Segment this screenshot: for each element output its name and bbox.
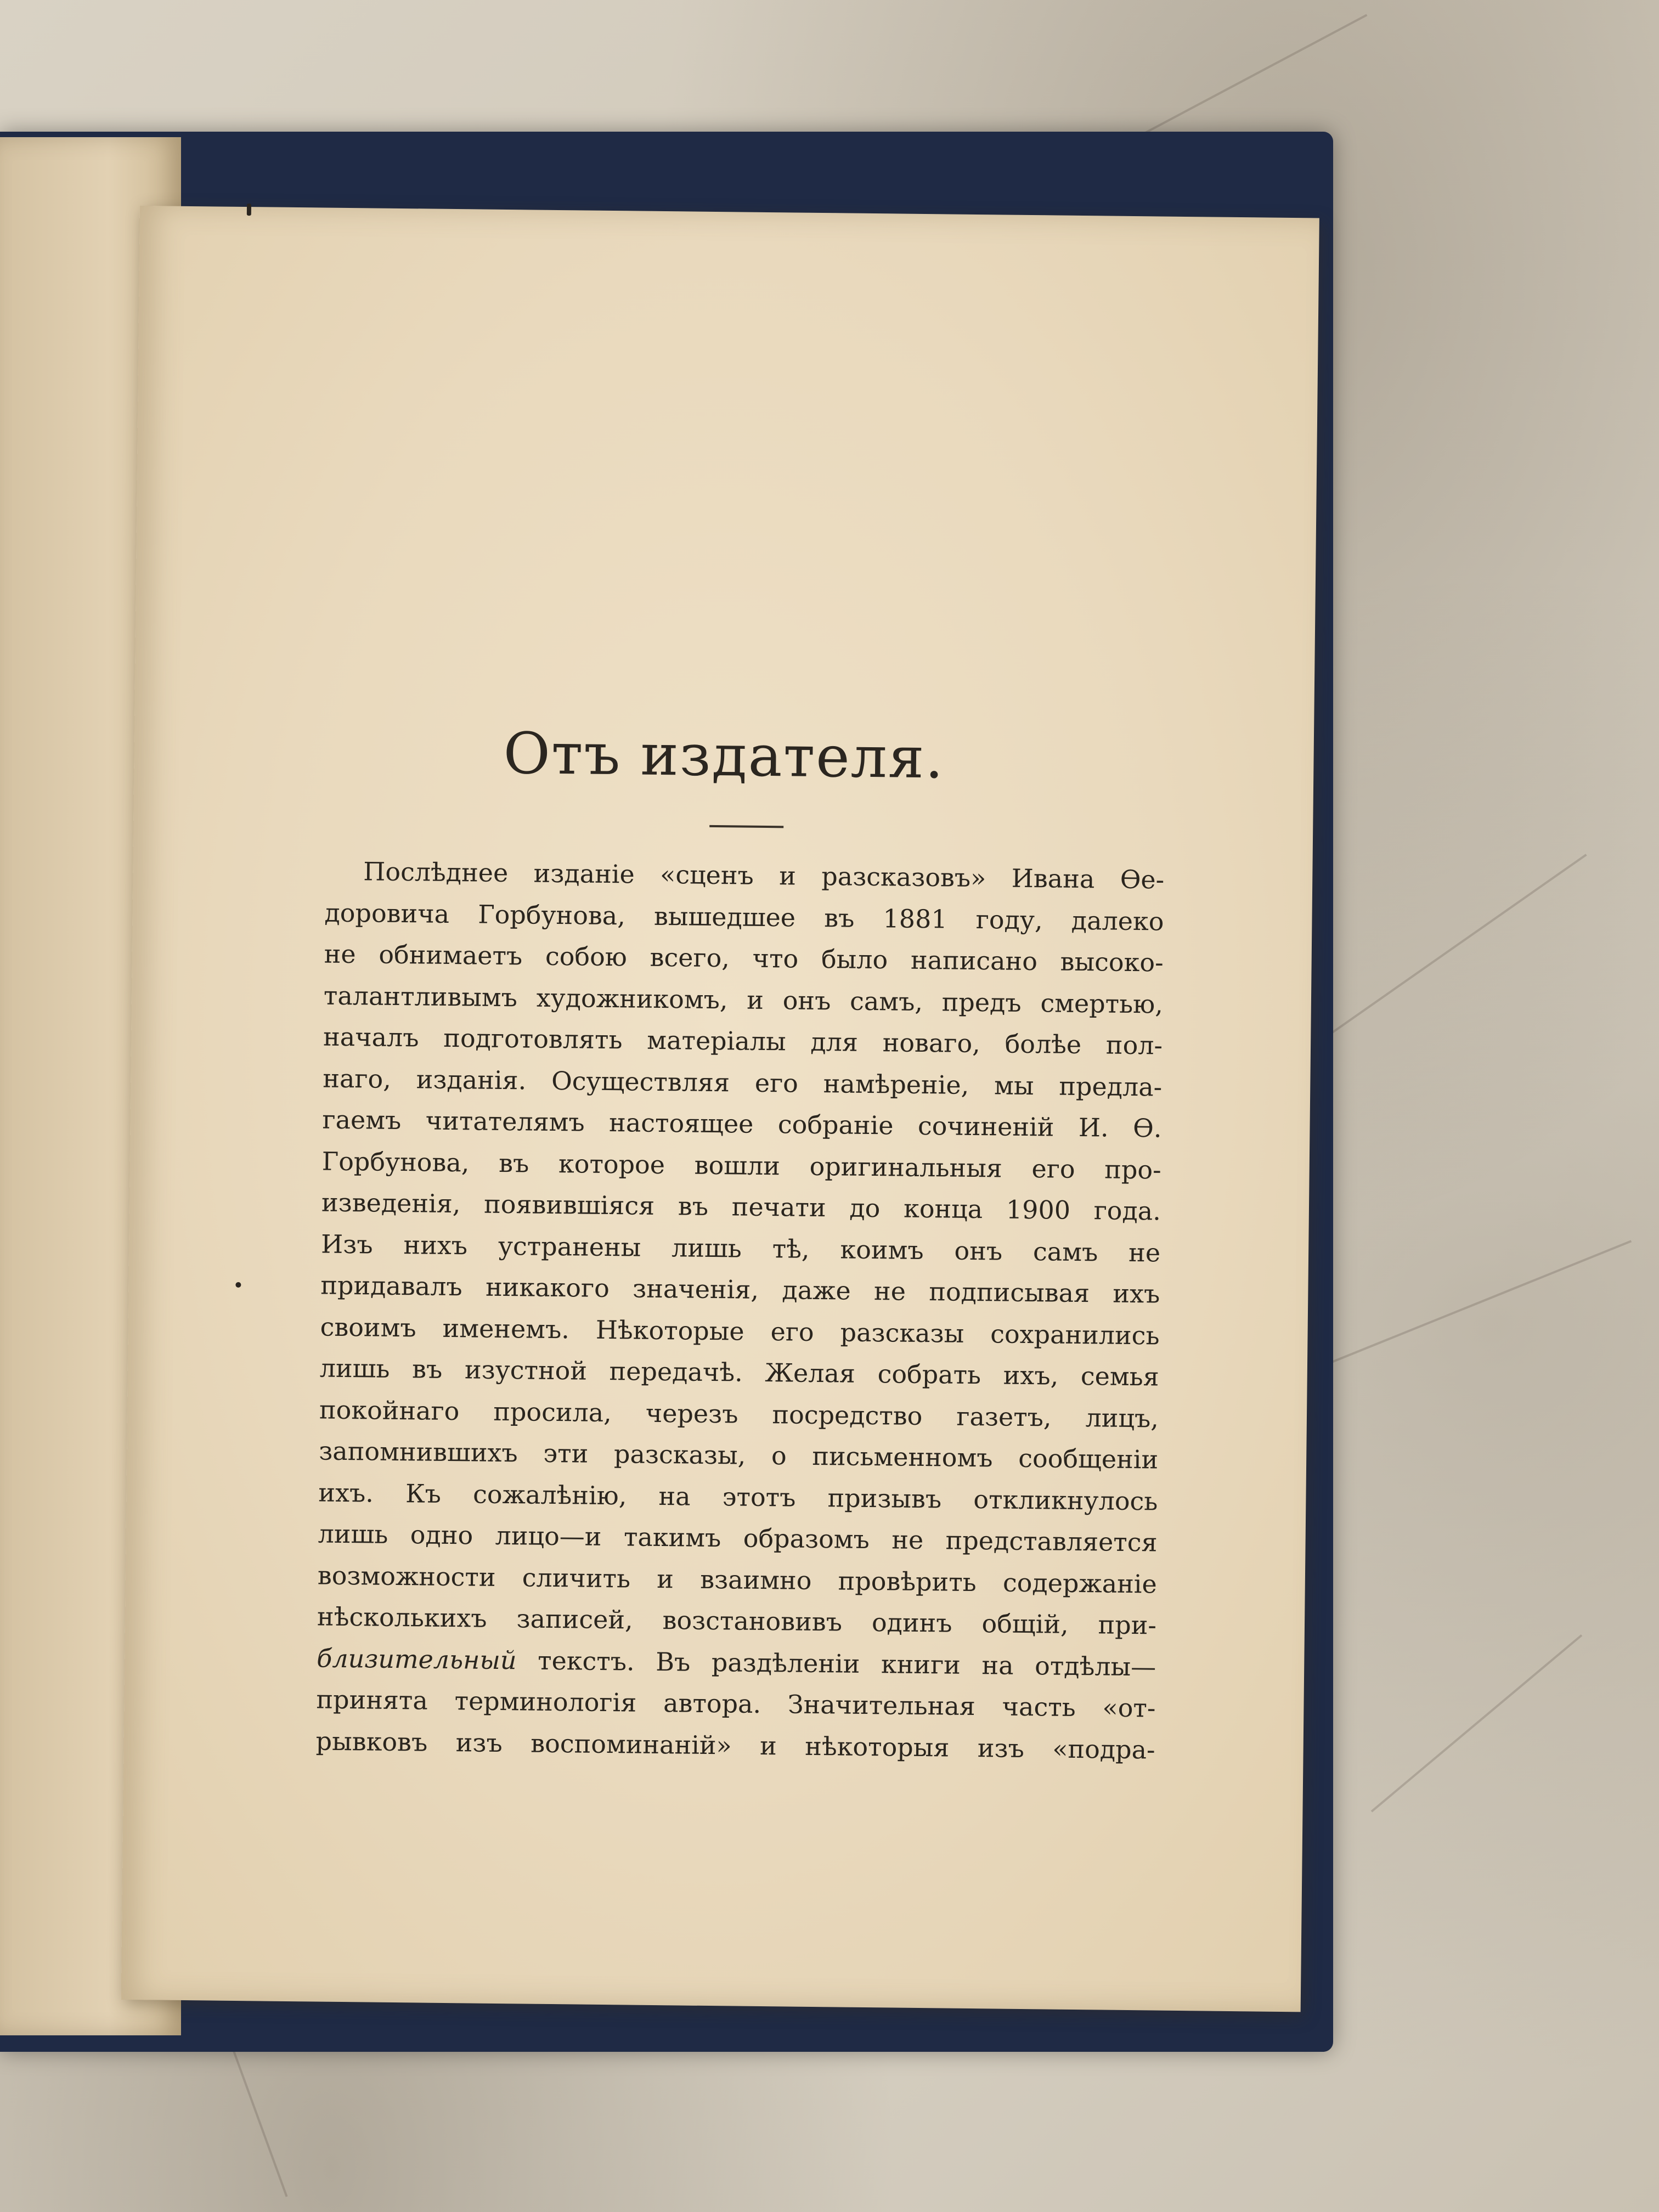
text-line: лишь въ изустной передачѣ. Желая собрать ихъ, семья [319, 1353, 1160, 1392]
text-line-rest: текстъ. Въ раздѣленіи книги на отдѣлы— [516, 1645, 1156, 1682]
text-line: наго, изданія. Осуществляя его намѣреніе, мы предла- [323, 1063, 1163, 1102]
marble-vein [1316, 854, 1587, 1044]
ink-speck [235, 1282, 241, 1288]
marble-vein [1124, 14, 1367, 144]
text-line: придавалъ никакого значенія, даже не подписывая ихъ [320, 1270, 1160, 1309]
marble-vein [1305, 1240, 1632, 1373]
text-line: лишь одно лицо—и такимъ образомъ не представляется [318, 1519, 1158, 1558]
text-line: запомнившихъ эти разсказы, о письменномъ сообщеніи [318, 1436, 1159, 1475]
text-line: Послѣднее изданіе «сценъ и разсказовъ» Ивана Ѳе- [363, 856, 1165, 895]
text-line: ихъ. Къ сожалѣнію, на этотъ призывъ откликнулось [318, 1477, 1158, 1516]
text-line: гаемъ читателямъ настоящее собраніе сочиненій И. Ѳ. [322, 1104, 1162, 1143]
text-line: принята терминологія автора. Значительная часть «от- [316, 1684, 1156, 1723]
marble-vein [1371, 1634, 1583, 1812]
text-line: началъ подготовлять матеріалы для новаго, болѣе пол- [323, 1022, 1163, 1060]
ink-speck [247, 204, 251, 216]
text-line: Изъ нихъ устранены лишь тѣ, коимъ онъ самъ не [320, 1229, 1161, 1268]
marble-vein [229, 2041, 287, 2197]
text-line: своимъ именемъ. Нѣкоторые его разсказы сохранились [320, 1312, 1160, 1351]
book-page [121, 206, 1319, 2012]
text-line: возможности сличить и взаимно провѣрить содержаніе [317, 1560, 1158, 1599]
text-line: покойнаго просила, черезъ посредство газетъ, лицъ, [319, 1395, 1159, 1434]
text-line: Горбунова, въ которое вошли оригинальныя его про- [321, 1146, 1161, 1185]
text-line: нѣсколькихъ записей, возстановивъ одинъ общій, при- [317, 1601, 1157, 1640]
body-text [315, 851, 1164, 1771]
italic-word: близительный [317, 1643, 517, 1675]
title-divider [709, 825, 783, 828]
text-line: не обнимаетъ собою всего, что было написано высоко- [324, 939, 1164, 978]
text-line: изведенія, появившіяся въ печати до конца 1900 года. [321, 1187, 1161, 1226]
page-title: Отъ издателя. [503, 719, 945, 792]
text-line: талантливымъ художникомъ, и онъ самъ, предъ смертью, [323, 980, 1164, 1019]
text-line: доровича Горбунова, вышедшее въ 1881 году, далеко [324, 898, 1164, 936]
text-line: рывковъ изъ воспоминаній» и нѣкоторыя изъ «подра- [315, 1726, 1155, 1765]
